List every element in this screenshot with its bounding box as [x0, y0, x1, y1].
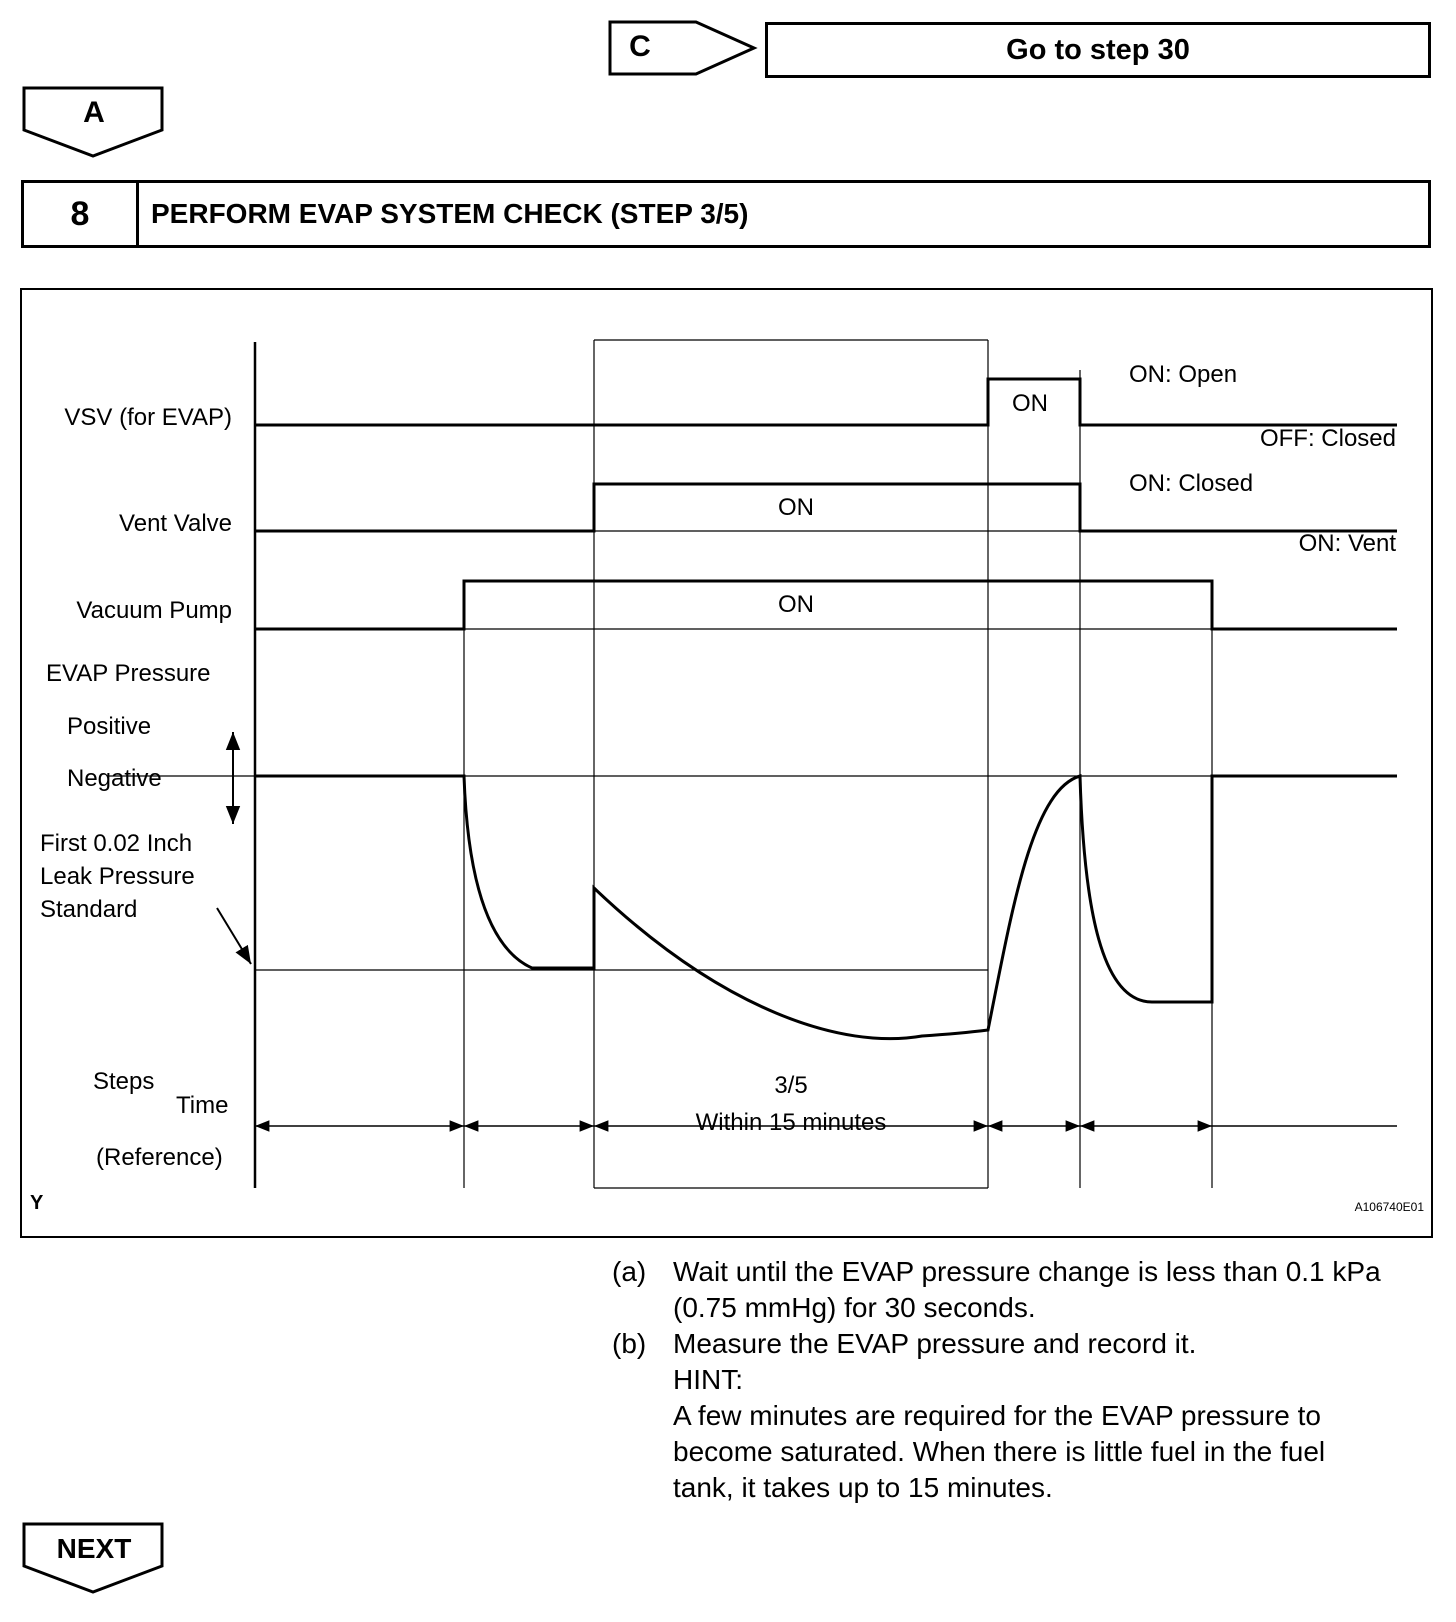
- vsv-label: VSV (for EVAP): [64, 404, 232, 431]
- vsv-off-meaning: OFF: Closed: [1259, 425, 1396, 452]
- vsv-on-meaning: ON: Open: [1129, 361, 1238, 388]
- time-label: Time: [176, 1092, 229, 1119]
- vsv-on-label: ON: [1012, 390, 1048, 417]
- instruction-a-marker: (a): [612, 1256, 647, 1287]
- pump-on-label: ON: [778, 591, 814, 618]
- positive-label: Positive: [67, 713, 152, 740]
- reference-label: (Reference): [96, 1144, 223, 1171]
- step-title: PERFORM EVAP SYSTEM CHECK (STEP 3/5): [151, 198, 749, 229]
- instruction-a-line-1: Wait until the EVAP pressure change is less than 0.1 kPa: [673, 1256, 1381, 1287]
- step-header: [21, 180, 1431, 248]
- vent-off-meaning: ON: Vent: [1298, 530, 1396, 557]
- instruction-b-line-4: become saturated. When there is little fuel in the fuel: [673, 1436, 1326, 1467]
- steps-label: Steps: [93, 1068, 155, 1095]
- instruction-a-line-2: (0.75 mmHg) for 30 seconds.: [673, 1292, 1036, 1323]
- next-button[interactable]: NEXT: [56, 1533, 132, 1564]
- goto-step-30-button[interactable]: [765, 22, 1431, 78]
- vacuum-pump-label: Vacuum Pump: [76, 597, 232, 624]
- step-time-label: Within 15 minutes: [695, 1109, 887, 1136]
- leak-standard-label-3: Standard: [40, 896, 138, 923]
- instruction-b-line-1: Measure the EVAP pressure and record it.: [673, 1328, 1197, 1359]
- instruction-b-line-3: A few minutes are required for the EVAP pressure to: [673, 1400, 1321, 1431]
- tag-c-label: C: [629, 30, 651, 63]
- leak-standard-label-2: Leak Pressure: [40, 863, 195, 890]
- timing-diagram: [20, 288, 1433, 1238]
- goto-step-label: Go to step 30: [1006, 33, 1190, 66]
- evap-pressure-curve: [255, 776, 1397, 1039]
- step-number-label: 3/5: [774, 1072, 808, 1099]
- vacuum-pump-signal: [255, 581, 1397, 629]
- instruction-b-marker: (b): [612, 1328, 647, 1359]
- step-number: 8: [24, 183, 139, 245]
- tag-a-label: A: [83, 96, 105, 129]
- instruction-b-line-5: tank, it takes up to 15 minutes.: [673, 1472, 1053, 1503]
- vent-valve-label: Vent Valve: [119, 510, 232, 537]
- evap-pressure-label: EVAP Pressure: [46, 660, 211, 687]
- leak-standard-pointer: [217, 908, 251, 964]
- vent-on-meaning: ON: Closed: [1129, 470, 1254, 497]
- vent-on-label: ON: [778, 494, 814, 521]
- negative-label: Negative: [67, 765, 162, 792]
- figure-id: A106740E01: [1354, 1200, 1424, 1214]
- instruction-b-hint: HINT:: [673, 1364, 743, 1395]
- leak-standard-label-1: First 0.02 Inch: [40, 830, 193, 857]
- corner-letter: Y: [30, 1192, 44, 1214]
